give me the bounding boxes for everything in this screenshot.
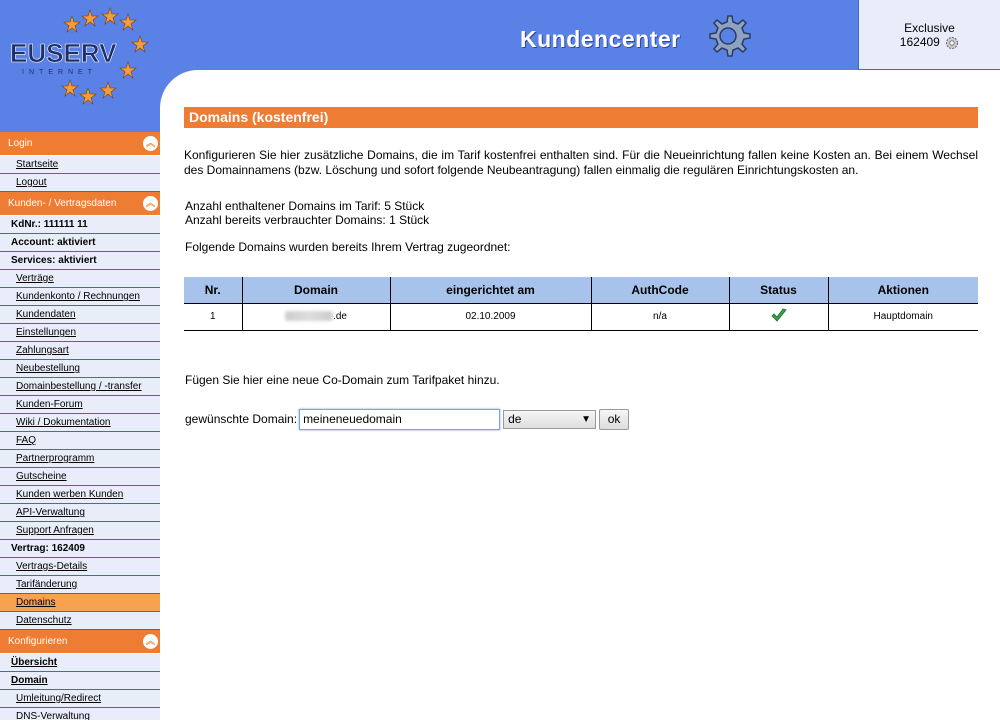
sidebar-item-support[interactable]: Support Anfragen bbox=[0, 522, 160, 540]
assigned-text: Folgende Domains wurden bereits Ihrem Vertrag zugeordnet: bbox=[185, 240, 511, 254]
account-plan: Exclusive bbox=[904, 21, 955, 35]
col-nr: Nr. bbox=[184, 277, 242, 303]
cell-nr: 1 bbox=[184, 303, 242, 330]
sidebar-item-wiki[interactable]: Wiki / Dokumentation bbox=[0, 414, 160, 432]
intro-text: Konfigurieren Sie hier zusätzliche Domains, die im Tarif kostenfrei enthalten sind. Für die Neueinrichtung fallen keine Kosten an. Bei einem Wechsel des Domainnamens (bzw. Löschung und sofort folgende Neubeantragung) fallen einmalig die regulären Einrichtungskosten an. bbox=[184, 148, 978, 177]
col-status: Status bbox=[729, 277, 828, 303]
dropdown-arrow-icon: ▼ bbox=[581, 413, 592, 425]
sidebar-item-neubestellung[interactable]: Neubestellung bbox=[0, 360, 160, 378]
section-title: Domains (kostenfrei) bbox=[184, 107, 978, 128]
col-actions: Aktionen bbox=[828, 277, 978, 303]
cell-authcode: n/a bbox=[591, 303, 729, 330]
sidebar-item-partnerprogramm[interactable]: Partnerprogramm bbox=[0, 450, 160, 468]
collapse-icon[interactable]: ︽ bbox=[143, 136, 158, 151]
sidebar-account-status: Account: aktiviert bbox=[0, 234, 160, 252]
sidebar-item-domainbestellung[interactable]: Domainbestellung / -transfer bbox=[0, 378, 160, 396]
sidebar-services-status: Services: aktiviert bbox=[0, 252, 160, 270]
included-domains: Anzahl enthaltener Domains im Tarif: 5 Stück bbox=[185, 199, 425, 213]
account-box bbox=[858, 0, 1000, 70]
add-domain-form bbox=[184, 409, 978, 430]
collapse-icon[interactable]: ︽ bbox=[143, 634, 158, 649]
sidebar-item-logout[interactable]: Logout bbox=[0, 174, 160, 192]
sidebar-item-kundendaten[interactable]: Kundendaten bbox=[0, 306, 160, 324]
sidebar-item-uebersicht[interactable]: Übersicht bbox=[0, 654, 160, 672]
sidebar-item-dns[interactable]: DNS-Verwaltung bbox=[0, 708, 160, 720]
domains-table bbox=[184, 277, 978, 331]
sidebar-contract-label: Vertrag: 162409 bbox=[0, 540, 160, 558]
cell-domain: .de bbox=[242, 303, 390, 330]
sidebar-head-contract[interactable]: Kunden- / Vertragsdaten ︽ bbox=[0, 192, 160, 216]
page-title: Kundencenter bbox=[520, 26, 681, 52]
sidebar-item-api[interactable]: API-Verwaltung bbox=[0, 504, 160, 522]
logo-text: EUSERV bbox=[10, 38, 117, 68]
sidebar-item-startseite[interactable]: Startseite bbox=[0, 156, 160, 174]
used-domains: Anzahl bereits verbrauchter Domains: 1 Stück bbox=[185, 213, 430, 227]
checkmark-icon bbox=[771, 308, 787, 322]
sidebar-item-zahlungsart[interactable]: Zahlungsart bbox=[0, 342, 160, 360]
col-domain: Domain bbox=[242, 277, 390, 303]
domain-input[interactable] bbox=[299, 409, 500, 430]
sidebar-item-datenschutz[interactable]: Datenschutz bbox=[0, 612, 160, 630]
sidebar-item-faq[interactable]: FAQ bbox=[0, 432, 160, 450]
tld-select[interactable]: de ▼ bbox=[503, 410, 596, 429]
sidebar-item-redirect[interactable]: Umleitung/Redirect bbox=[0, 690, 160, 708]
domain-label: gewünschte Domain: bbox=[185, 412, 298, 426]
col-date: eingerichtet am bbox=[390, 277, 591, 303]
col-authcode: AuthCode bbox=[591, 277, 729, 303]
sidebar-item-kundenkonto[interactable]: Kundenkonto / Rechnungen bbox=[0, 288, 160, 306]
add-domain-text: Fügen Sie hier eine neue Co-Domain zum Tarifpaket hinzu. bbox=[185, 372, 500, 387]
collapse-icon[interactable]: ︽ bbox=[143, 196, 158, 211]
sidebar-head-config[interactable]: Konfigurieren ︽ bbox=[0, 630, 160, 654]
sidebar-item-vertraege[interactable]: Verträge bbox=[0, 270, 160, 288]
gear-icon bbox=[704, 12, 752, 60]
account-number: 162409 bbox=[899, 35, 940, 49]
sidebar-item-domain[interactable]: Domain bbox=[0, 672, 160, 690]
cell-date: 02.10.2009 bbox=[390, 303, 591, 330]
sidebar-item-einstellungen[interactable]: Einstellungen bbox=[0, 324, 160, 342]
table-row bbox=[184, 303, 978, 330]
ok-button[interactable]: ok bbox=[599, 409, 629, 430]
sidebar-item-domains[interactable]: Domains bbox=[0, 594, 160, 612]
sidebar bbox=[0, 132, 161, 720]
cell-status bbox=[729, 303, 828, 330]
sidebar-item-gutscheine[interactable]: Gutscheine bbox=[0, 468, 160, 486]
settings-gear-icon[interactable] bbox=[945, 36, 959, 50]
main-content bbox=[160, 70, 1000, 720]
sidebar-item-kunden-werben[interactable]: Kunden werben Kunden bbox=[0, 486, 160, 504]
euserv-logo bbox=[0, 0, 160, 132]
sidebar-head-login[interactable]: Login ︽ bbox=[0, 132, 160, 156]
sidebar-item-vertrags-details[interactable]: Vertrags-Details bbox=[0, 558, 160, 576]
sidebar-kdnr: KdNr.: 111111 11 bbox=[0, 216, 160, 234]
cell-action: Hauptdomain bbox=[828, 303, 978, 330]
header-bar bbox=[160, 0, 858, 70]
sidebar-item-tarifaenderung[interactable]: Tarifänderung bbox=[0, 576, 160, 594]
sidebar-item-kunden-forum[interactable]: Kunden-Forum bbox=[0, 396, 160, 414]
blurred-domain bbox=[285, 311, 333, 321]
logo-subtext: INTERNET bbox=[22, 69, 97, 76]
